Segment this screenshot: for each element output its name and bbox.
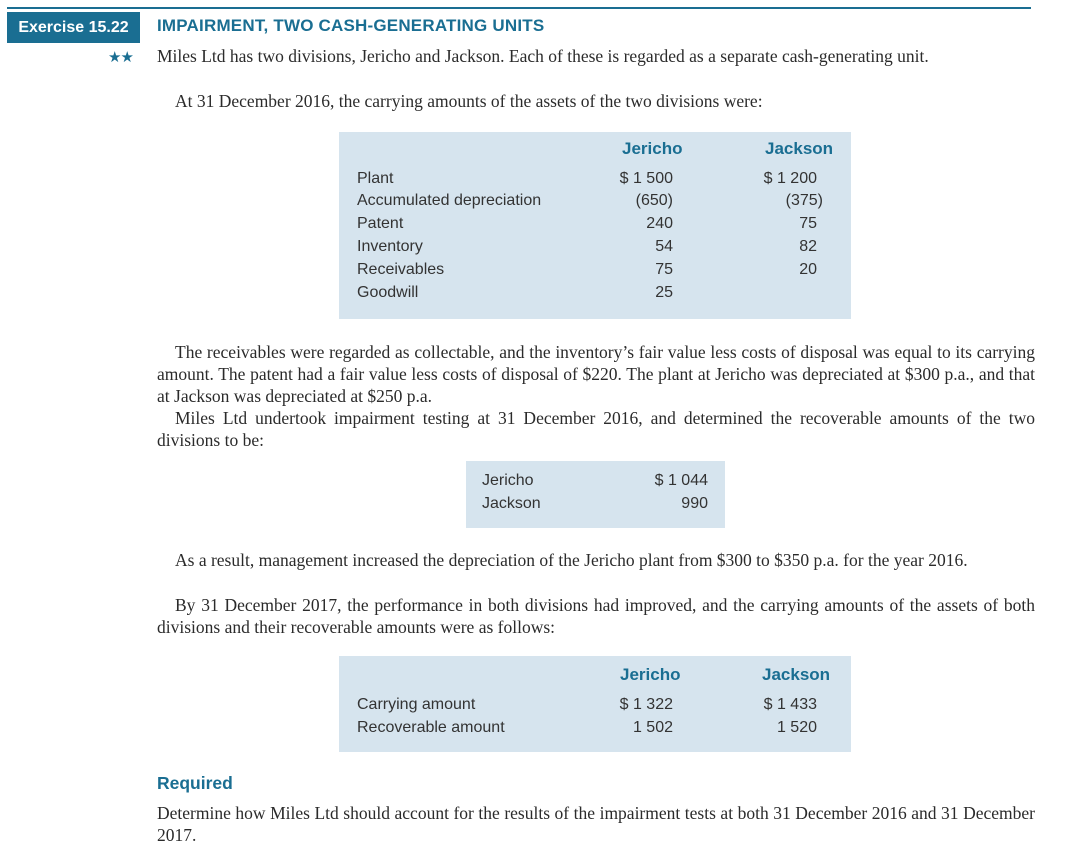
table-row (339, 259, 851, 282)
jackson-value: 1 520 (776, 719, 817, 736)
row-label: Accumulated depreciation (357, 192, 542, 209)
table-row (339, 282, 851, 305)
jericho-value: 25 (655, 284, 673, 301)
table3-header-jericho: Jericho (620, 665, 681, 684)
jericho-value: (650) (635, 192, 673, 209)
jericho-value: 240 (646, 215, 673, 232)
jericho-value: $ 1 322 (619, 696, 673, 713)
recoverable-value: $ 1 044 (654, 472, 708, 489)
table-row (339, 694, 851, 717)
paragraph-receivables: The receivables were regarded as collectable, and the inventory’s fair value less costs of disposal was equal to its carrying amount. The patent had a fair value less costs of disposal of $220. The plant at Jericho was depreciated at $300 p.a., and that at Jackson was depreciated at $250 p.a. (157, 342, 1035, 406)
table-row (339, 168, 851, 191)
row-label: Recoverable amount (357, 719, 505, 736)
required-heading: Required (157, 773, 233, 793)
required-text: Determine how Miles Ltd should account for the results of the impairment tests at both 31 December 2016 and 31 December 2017. (157, 803, 1035, 845)
exercise-title: IMPAIRMENT, TWO CASH-GENERATING UNITS (157, 16, 545, 35)
paragraph-impairment-testing: Miles Ltd undertook impairment testing at 31 December 2016, and determined the recoverable amounts of the two divisions to be: (157, 408, 1035, 450)
top-rule (7, 7, 1031, 9)
jackson-value: (375) (785, 192, 823, 209)
jackson-value: 75 (799, 215, 817, 232)
table-row (466, 470, 725, 493)
jericho-value: 54 (655, 238, 673, 255)
jericho-value: 75 (655, 261, 673, 278)
table3-header-jackson: Jackson (762, 665, 831, 684)
exercise-label: Exercise 15.22 (7, 12, 140, 43)
table-row (339, 717, 851, 740)
recoverable-value: 990 (681, 495, 708, 512)
row-label: Goodwill (357, 284, 419, 301)
row-label: Patent (357, 215, 404, 232)
row-label: Receivables (357, 261, 445, 278)
paragraph-depreciation-change: As a result, management increased the depreciation of the Jericho plant from $300 to $350 p.a. for the year 2016. (175, 550, 968, 570)
table1-header-jackson: Jackson (765, 139, 834, 158)
jackson-value: 82 (799, 238, 817, 255)
paragraph-carrying-amounts: At 31 December 2016, the carrying amounts of the assets of the two divisions were: (175, 91, 763, 111)
jackson-value: $ 1 200 (763, 170, 817, 187)
paragraph-intro: Miles Ltd has two divisions, Jericho and Jackson. Each of these is regarded as a separate cash-generating unit. (157, 46, 929, 66)
row-label: Jackson (482, 495, 541, 512)
table-row (339, 190, 851, 213)
table-row (339, 236, 851, 259)
paragraph-2017-performance: By 31 December 2017, the performance in both divisions had improved, and the carrying amounts of the assets of both divisions and their recoverable amounts were as follows: (157, 595, 1035, 637)
carrying-recoverable-table (339, 656, 851, 752)
row-label: Plant (357, 170, 394, 187)
recoverable-amounts-table (466, 461, 725, 528)
difficulty-stars: ★★ (108, 49, 133, 66)
jericho-value: 1 502 (632, 719, 673, 736)
jackson-value: $ 1 433 (763, 696, 817, 713)
jericho-value: $ 1 500 (619, 170, 673, 187)
table-row (466, 493, 725, 516)
table1-header-jericho: Jericho (622, 139, 683, 158)
row-label: Carrying amount (357, 696, 476, 713)
table-row (339, 213, 851, 236)
row-label: Jericho (482, 472, 534, 489)
jackson-value: 20 (799, 261, 817, 278)
carrying-amounts-table (339, 132, 851, 319)
row-label: Inventory (357, 238, 423, 255)
